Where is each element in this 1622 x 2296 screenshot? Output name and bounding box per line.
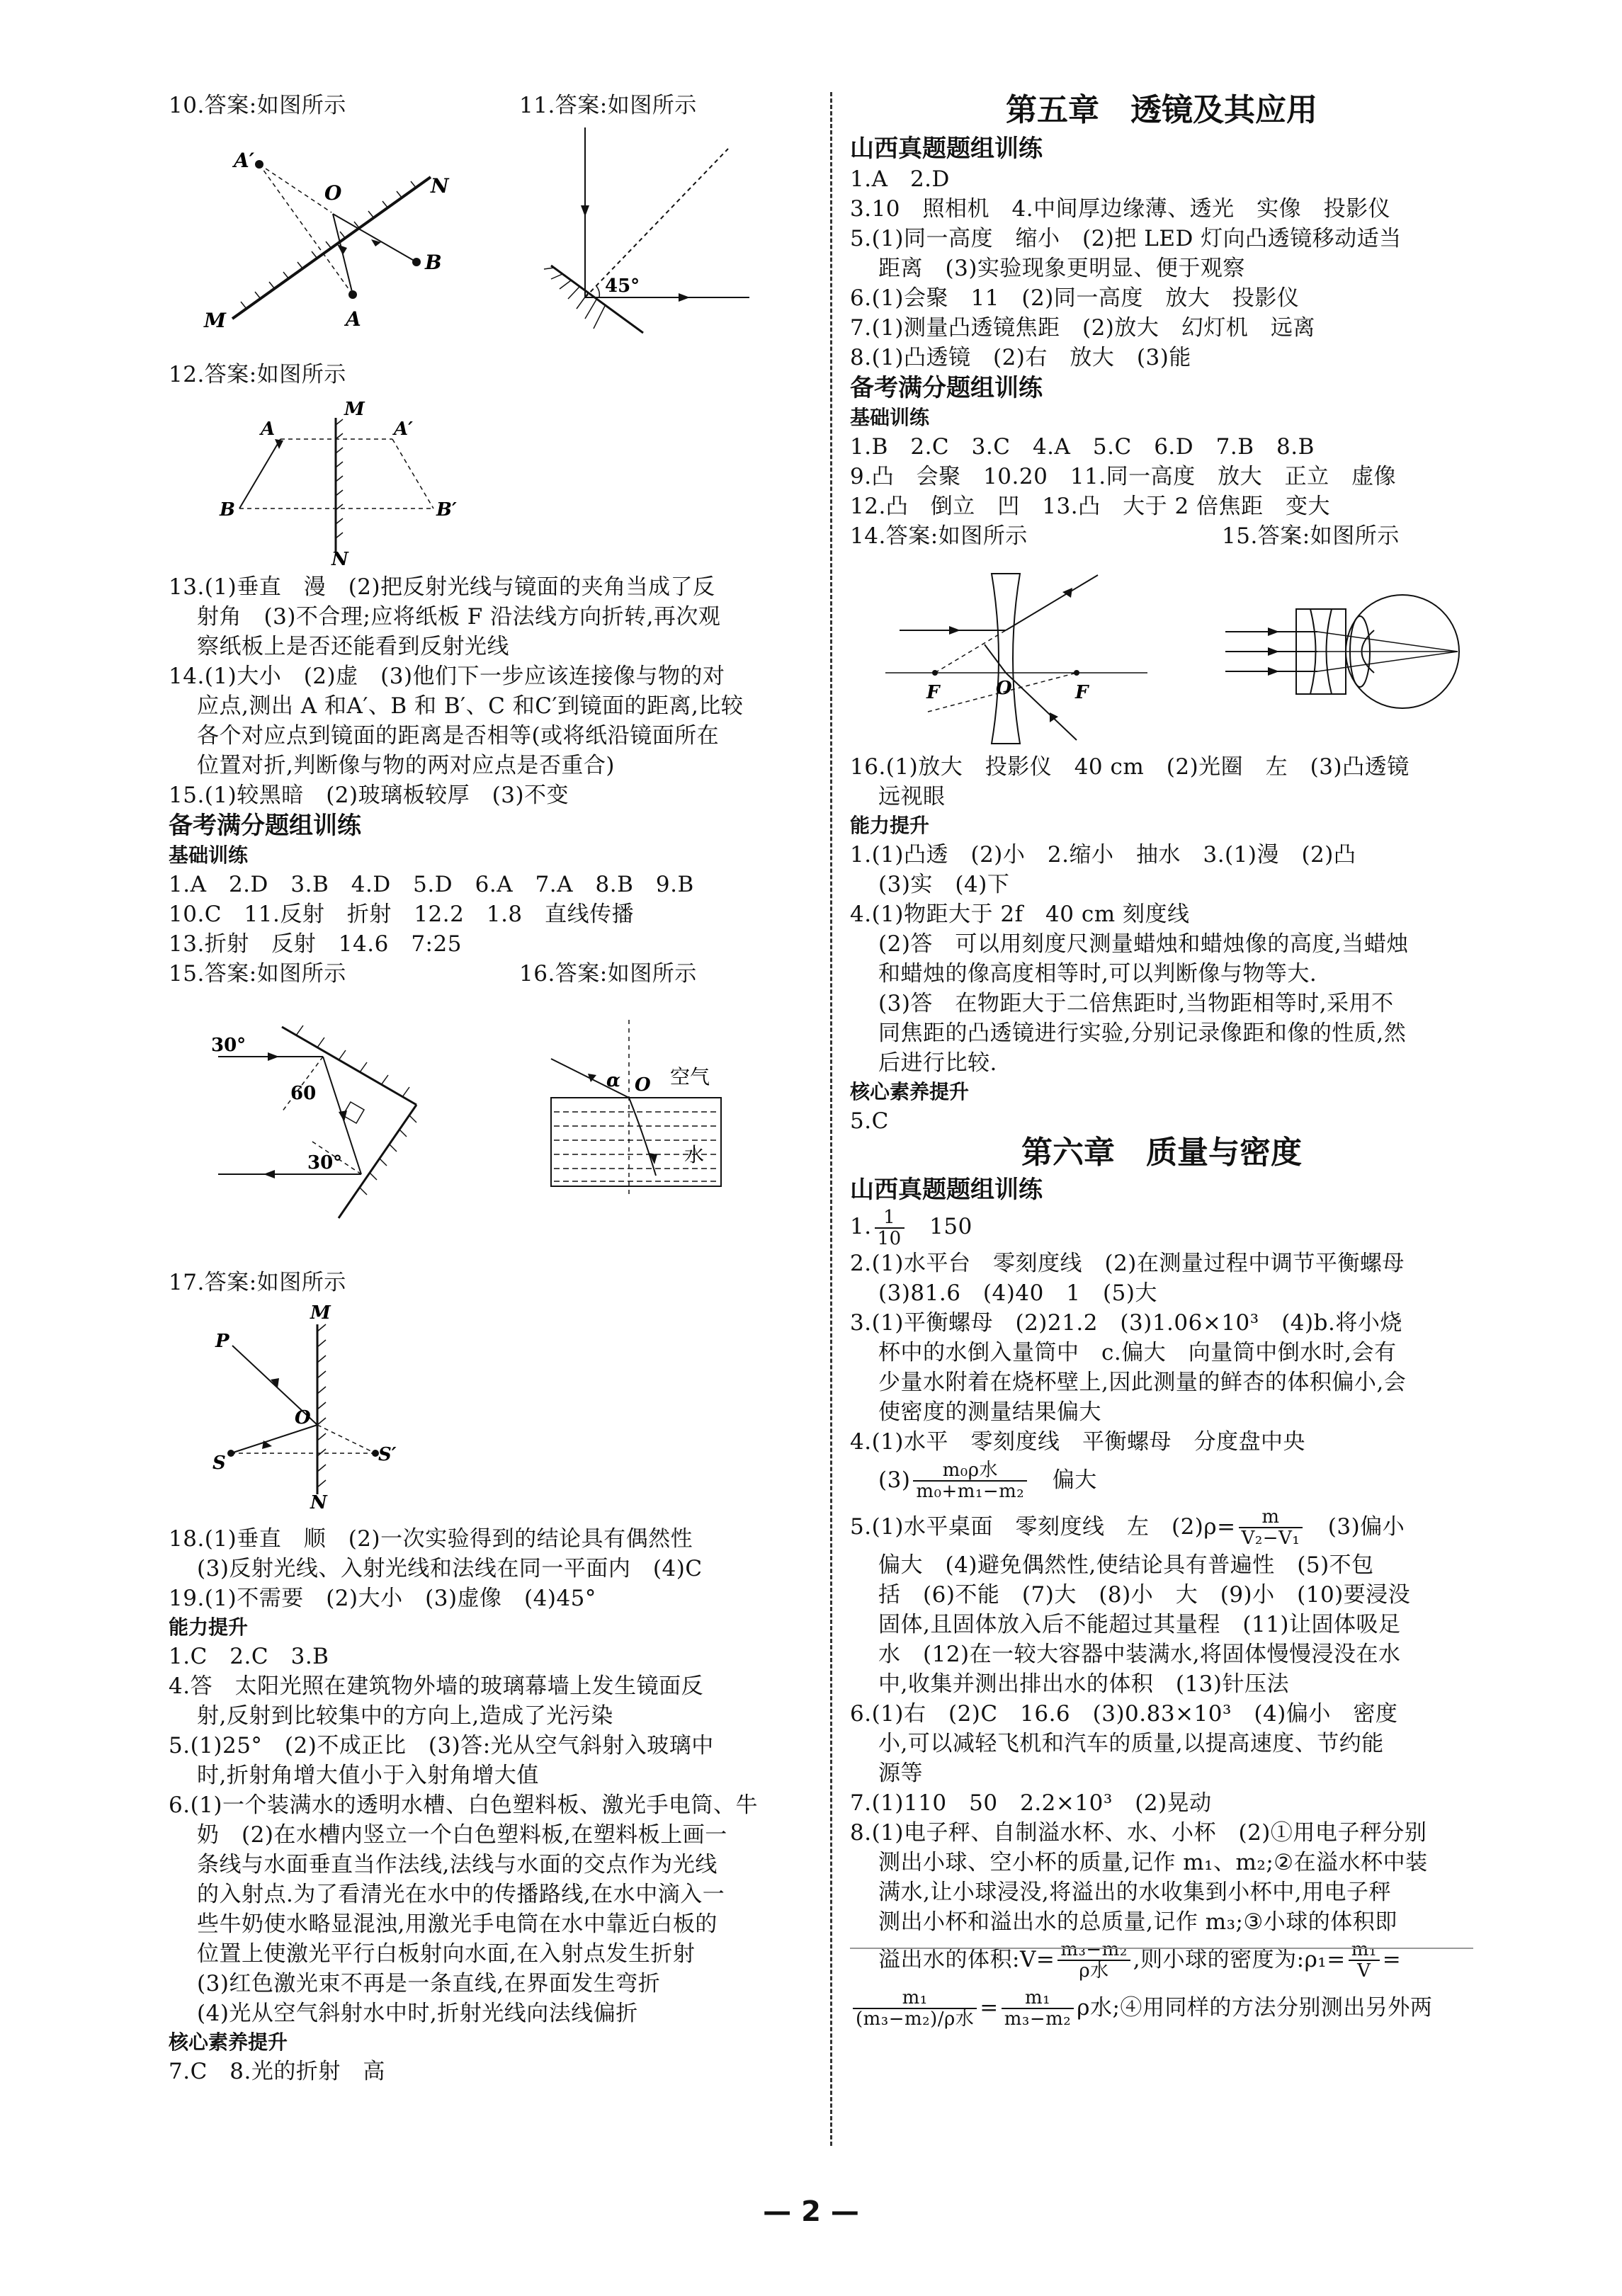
- subsection-heading: 基础训练: [169, 843, 249, 867]
- label-N: N: [431, 174, 449, 198]
- label-A-prime12: A′: [394, 419, 414, 440]
- chapter-6-title: 第六章 质量与密度: [1021, 1135, 1302, 1171]
- label-alpha: α: [606, 1070, 621, 1091]
- label-60: 60: [290, 1083, 317, 1104]
- label-30b: 30°: [307, 1152, 343, 1173]
- column-divider: [830, 92, 832, 2146]
- label-F1: F: [926, 682, 940, 703]
- label-B: B: [425, 251, 442, 274]
- label-A-prime: A′: [234, 149, 255, 172]
- label-B-prime12: B′: [436, 499, 457, 521]
- label-B12: B: [220, 499, 235, 521]
- section-heading: 山西真题题组训练: [850, 135, 1043, 163]
- figure-15-periscope: [204, 1020, 416, 1221]
- label-O14: O: [996, 678, 1012, 699]
- label-A: A: [346, 307, 361, 331]
- figure-10-reflection: [204, 135, 473, 350]
- label-A12: A: [261, 419, 276, 440]
- label-S17: S: [212, 1453, 226, 1474]
- label-water: 水: [684, 1143, 705, 1166]
- answer-10: 10.答案:如图所示: [169, 93, 346, 118]
- figure-17-plane-mirror: [211, 1303, 395, 1511]
- label-M17: M: [310, 1302, 331, 1324]
- label-air: 空气: [670, 1065, 710, 1089]
- label-N12: N: [331, 549, 348, 570]
- label-N17: N: [310, 1492, 327, 1513]
- label-P17: P: [215, 1331, 229, 1352]
- figure-11-mirror: [537, 127, 764, 343]
- figure-16-refraction: [544, 1020, 728, 1207]
- label-S-prime17: S′: [378, 1444, 397, 1465]
- label-O: O: [324, 181, 342, 205]
- scan-line: [850, 1948, 1473, 1949]
- chapter-5-title: 第五章 透镜及其应用: [1006, 92, 1317, 128]
- answers-13-15: 13.(1)垂直 漫 (2)把反射光线与镜面的夹角当成了反 射角 (3)不合理;应将纸板 F 沿法线方向折转,再次观 察纸板上是否还能看到反射光线 14.(1)大小 (2)虚 (3)他们下一步应该连接像与物的对 应点,测出 A 和A′、B 和 B′、C 和C′到镜面的距离,比较 各个对应点到镜面的距离是否相等(或将纸沿镜面所在 位置对折,判断像与物的两对应点是否重合) 15.(1)较黑暗 (2)玻璃板较厚 (3)不变 备考满分题组训练 基础训练 1.A 2.D 3.B 4.D 5.D 6.A 7.A 8.B 9.B 10.C 11.反射 折射 12.2 1.8 直线传播 13.折射 反射 14.6 7:25 15.答案:如图所示 16.答案:如图所示: [169, 572, 820, 989]
- answer-11: 11.答案:如图所示: [519, 93, 697, 118]
- label-O16: O: [635, 1074, 651, 1096]
- answer-17: 17.答案:如图所示: [169, 1270, 346, 1295]
- subsection-heading: 基础训练: [850, 406, 930, 429]
- label-M12: M: [344, 399, 365, 420]
- section-heading: 备考满分题组训练: [850, 374, 1043, 402]
- figure-15-hyperopia-eye: [1225, 581, 1466, 725]
- label-O17: O: [295, 1407, 311, 1428]
- figure-14-concave-lens: [885, 559, 1147, 754]
- page-number: — 2 —: [763, 2195, 859, 2228]
- label-45deg: 45°: [605, 275, 640, 297]
- answer-12: 12.答案:如图所示: [169, 362, 346, 387]
- answers-18-core: 18.(1)垂直 顺 (2)一次实验得到的结论具有偶然性 (3)反射光线、入射光线和法线在同一平面内 (4)C 19.(1)不需要 (2)大小 (3)虚像 (4)45° 能力提升 1.C 2.C 3.B 4.答 太阳光照在建筑物外墙的玻璃幕墙上发生镜面反 射,反射到比较集中的方向上,造成了光污染 5.(1)25° (2)不成正比 (3)答:光从空气斜射入玻璃中 时,折射角增大值小于入射角增大值 6.(1)一个装满水的透明水槽、白色塑料板、激光手电筒、牛 奶 (2)在水槽内竖立一个白色塑料板,在塑料板上画一 条线与水面垂直当作法线,法线与水面的交点作为光线 的入射点.为了看清光在水中的传播路线,在水中滴入一 些牛奶使水略显混浊,用激光手电筒在水中靠近白板的 位置上使激光平行白板射向水面,在入射点发生折射 (3)红色激光束不再是一条直线,在界面发生弯折 (4)光从空气斜射水中时,折射光线向法线偏折 核心素养提升 7.C 8.光的折射 高: [169, 1524, 820, 2086]
- subsection-heading: 能力提升: [169, 1615, 249, 1639]
- section-heading: 备考满分题组训练: [169, 812, 361, 840]
- subsection-heading: 核心素养提升: [850, 1080, 970, 1103]
- subsection-heading: 核心素养提升: [169, 2030, 288, 2054]
- label-M: M: [204, 309, 226, 332]
- label-F2: F: [1075, 682, 1089, 703]
- label-30a: 30°: [211, 1035, 246, 1056]
- section-heading: 山西真题题组训练: [850, 1176, 1043, 1204]
- subsection-heading: 能力提升: [850, 814, 930, 837]
- figure-12-mirror-image: [204, 397, 457, 570]
